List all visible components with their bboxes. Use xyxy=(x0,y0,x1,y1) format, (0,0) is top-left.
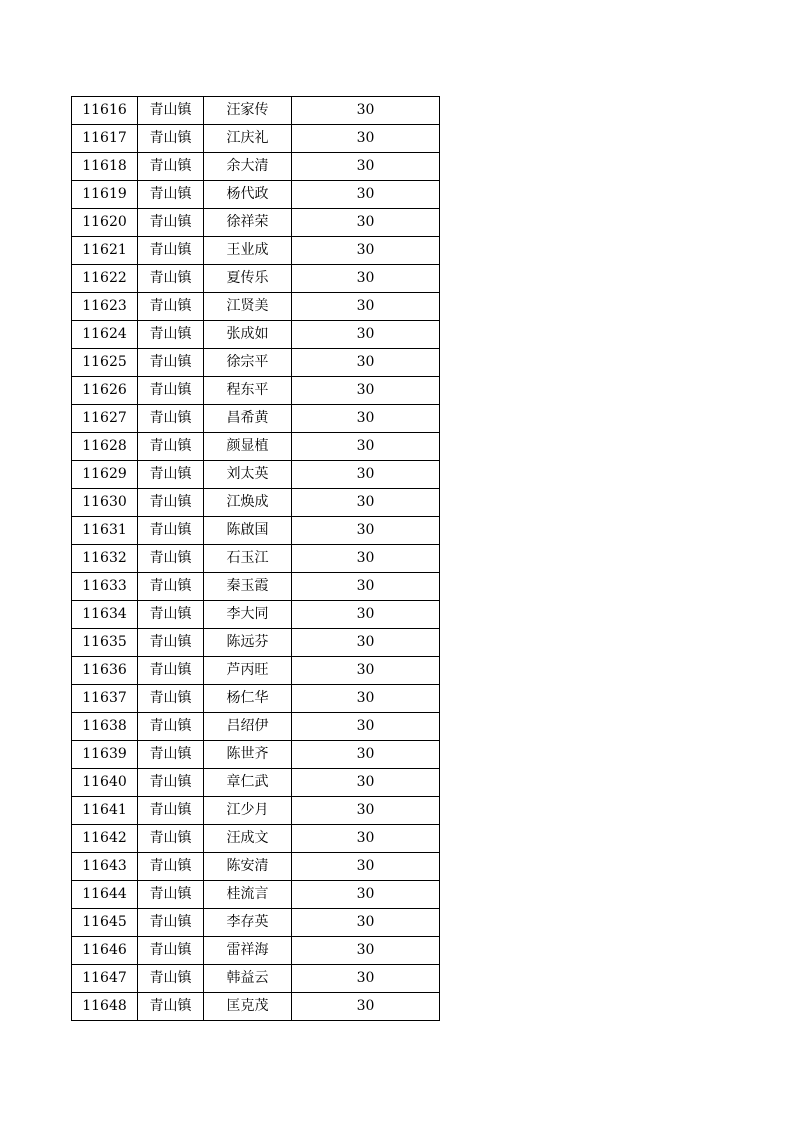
cell-town: 青山镇 xyxy=(138,153,204,181)
cell-serial-number: 11635 xyxy=(72,629,138,657)
cell-serial-number: 11631 xyxy=(72,517,138,545)
cell-serial-number: 11634 xyxy=(72,601,138,629)
cell-amount: 30 xyxy=(292,209,440,237)
table-row xyxy=(72,517,440,545)
cell-serial-number: 11625 xyxy=(72,349,138,377)
table-row xyxy=(72,433,440,461)
cell-town: 青山镇 xyxy=(138,545,204,573)
cell-amount: 30 xyxy=(292,461,440,489)
table-row xyxy=(72,125,440,153)
cell-amount: 30 xyxy=(292,349,440,377)
data-table xyxy=(71,96,440,1021)
cell-amount: 30 xyxy=(292,181,440,209)
cell-amount: 30 xyxy=(292,125,440,153)
cell-person-name: 石玉江 xyxy=(204,545,292,573)
table-row xyxy=(72,97,440,125)
cell-amount: 30 xyxy=(292,685,440,713)
table-row xyxy=(72,265,440,293)
cell-serial-number: 11637 xyxy=(72,685,138,713)
cell-serial-number: 11632 xyxy=(72,545,138,573)
cell-town: 青山镇 xyxy=(138,629,204,657)
cell-serial-number: 11636 xyxy=(72,657,138,685)
table-row xyxy=(72,377,440,405)
cell-town: 青山镇 xyxy=(138,461,204,489)
cell-town: 青山镇 xyxy=(138,657,204,685)
table-row xyxy=(72,209,440,237)
cell-person-name: 章仁武 xyxy=(204,769,292,797)
cell-town: 青山镇 xyxy=(138,853,204,881)
cell-town: 青山镇 xyxy=(138,517,204,545)
cell-serial-number: 11623 xyxy=(72,293,138,321)
cell-serial-number: 11628 xyxy=(72,433,138,461)
cell-amount: 30 xyxy=(292,909,440,937)
cell-town: 青山镇 xyxy=(138,825,204,853)
cell-serial-number: 11621 xyxy=(72,237,138,265)
cell-person-name: 汪成文 xyxy=(204,825,292,853)
cell-amount: 30 xyxy=(292,937,440,965)
table-row xyxy=(72,293,440,321)
cell-serial-number: 11617 xyxy=(72,125,138,153)
cell-person-name: 芦丙旺 xyxy=(204,657,292,685)
cell-amount: 30 xyxy=(292,601,440,629)
table-row xyxy=(72,489,440,517)
cell-town: 青山镇 xyxy=(138,993,204,1021)
cell-amount: 30 xyxy=(292,881,440,909)
cell-person-name: 陈世齐 xyxy=(204,741,292,769)
cell-serial-number: 11618 xyxy=(72,153,138,181)
cell-town: 青山镇 xyxy=(138,489,204,517)
table-row xyxy=(72,741,440,769)
table-row xyxy=(72,153,440,181)
cell-amount: 30 xyxy=(292,153,440,181)
cell-town: 青山镇 xyxy=(138,293,204,321)
cell-person-name: 吕绍伊 xyxy=(204,713,292,741)
cell-town: 青山镇 xyxy=(138,909,204,937)
cell-amount: 30 xyxy=(292,545,440,573)
cell-amount: 30 xyxy=(292,405,440,433)
cell-town: 青山镇 xyxy=(138,125,204,153)
cell-amount: 30 xyxy=(292,237,440,265)
table-row xyxy=(72,405,440,433)
table-body xyxy=(72,97,440,1021)
cell-person-name: 李大同 xyxy=(204,601,292,629)
cell-person-name: 秦玉霞 xyxy=(204,573,292,601)
cell-serial-number: 11638 xyxy=(72,713,138,741)
cell-person-name: 颜显植 xyxy=(204,433,292,461)
cell-amount: 30 xyxy=(292,433,440,461)
cell-amount: 30 xyxy=(292,321,440,349)
cell-town: 青山镇 xyxy=(138,881,204,909)
cell-person-name: 雷祥海 xyxy=(204,937,292,965)
cell-person-name: 陈远芬 xyxy=(204,629,292,657)
cell-town: 青山镇 xyxy=(138,965,204,993)
cell-person-name: 刘太英 xyxy=(204,461,292,489)
cell-serial-number: 11641 xyxy=(72,797,138,825)
cell-serial-number: 11626 xyxy=(72,377,138,405)
cell-serial-number: 11622 xyxy=(72,265,138,293)
cell-town: 青山镇 xyxy=(138,321,204,349)
table-row xyxy=(72,349,440,377)
table-row xyxy=(72,181,440,209)
cell-town: 青山镇 xyxy=(138,713,204,741)
table-row xyxy=(72,769,440,797)
cell-serial-number: 11629 xyxy=(72,461,138,489)
cell-person-name: 江贤美 xyxy=(204,293,292,321)
cell-amount: 30 xyxy=(292,97,440,125)
table-row xyxy=(72,461,440,489)
cell-town: 青山镇 xyxy=(138,685,204,713)
cell-person-name: 江少月 xyxy=(204,797,292,825)
table-row xyxy=(72,685,440,713)
table-row xyxy=(72,825,440,853)
cell-serial-number: 11645 xyxy=(72,909,138,937)
table-row xyxy=(72,657,440,685)
cell-serial-number: 11642 xyxy=(72,825,138,853)
cell-person-name: 桂流言 xyxy=(204,881,292,909)
cell-person-name: 徐祥荣 xyxy=(204,209,292,237)
cell-serial-number: 11616 xyxy=(72,97,138,125)
cell-person-name: 夏传乐 xyxy=(204,265,292,293)
cell-amount: 30 xyxy=(292,377,440,405)
table-row xyxy=(72,237,440,265)
cell-amount: 30 xyxy=(292,489,440,517)
cell-amount: 30 xyxy=(292,797,440,825)
cell-person-name: 韩益云 xyxy=(204,965,292,993)
cell-person-name: 陈安清 xyxy=(204,853,292,881)
cell-person-name: 王业成 xyxy=(204,237,292,265)
cell-person-name: 徐宗平 xyxy=(204,349,292,377)
cell-person-name: 杨仁华 xyxy=(204,685,292,713)
table-row xyxy=(72,965,440,993)
cell-town: 青山镇 xyxy=(138,349,204,377)
table-row xyxy=(72,713,440,741)
cell-serial-number: 11639 xyxy=(72,741,138,769)
cell-town: 青山镇 xyxy=(138,601,204,629)
cell-amount: 30 xyxy=(292,573,440,601)
cell-amount: 30 xyxy=(292,741,440,769)
cell-town: 青山镇 xyxy=(138,573,204,601)
cell-person-name: 陈啟国 xyxy=(204,517,292,545)
cell-amount: 30 xyxy=(292,265,440,293)
cell-serial-number: 11647 xyxy=(72,965,138,993)
cell-town: 青山镇 xyxy=(138,797,204,825)
cell-person-name: 昌希黄 xyxy=(204,405,292,433)
cell-serial-number: 11633 xyxy=(72,573,138,601)
table-row xyxy=(72,573,440,601)
cell-amount: 30 xyxy=(292,657,440,685)
table-row xyxy=(72,993,440,1021)
cell-serial-number: 11640 xyxy=(72,769,138,797)
cell-amount: 30 xyxy=(292,517,440,545)
table-row xyxy=(72,601,440,629)
table-row xyxy=(72,909,440,937)
cell-town: 青山镇 xyxy=(138,769,204,797)
cell-town: 青山镇 xyxy=(138,433,204,461)
cell-town: 青山镇 xyxy=(138,937,204,965)
cell-person-name: 匡克茂 xyxy=(204,993,292,1021)
cell-town: 青山镇 xyxy=(138,97,204,125)
cell-amount: 30 xyxy=(292,769,440,797)
cell-town: 青山镇 xyxy=(138,209,204,237)
table-row xyxy=(72,545,440,573)
cell-person-name: 程东平 xyxy=(204,377,292,405)
cell-amount: 30 xyxy=(292,853,440,881)
cell-person-name: 张成如 xyxy=(204,321,292,349)
table-row xyxy=(72,797,440,825)
cell-serial-number: 11648 xyxy=(72,993,138,1021)
cell-serial-number: 11620 xyxy=(72,209,138,237)
cell-serial-number: 11643 xyxy=(72,853,138,881)
table-row xyxy=(72,937,440,965)
cell-person-name: 汪家传 xyxy=(204,97,292,125)
cell-town: 青山镇 xyxy=(138,377,204,405)
cell-person-name: 江庆礼 xyxy=(204,125,292,153)
cell-serial-number: 11627 xyxy=(72,405,138,433)
cell-amount: 30 xyxy=(292,713,440,741)
table-row xyxy=(72,629,440,657)
cell-amount: 30 xyxy=(292,293,440,321)
cell-serial-number: 11619 xyxy=(72,181,138,209)
cell-person-name: 杨代政 xyxy=(204,181,292,209)
cell-amount: 30 xyxy=(292,825,440,853)
cell-serial-number: 11630 xyxy=(72,489,138,517)
cell-person-name: 余大清 xyxy=(204,153,292,181)
cell-amount: 30 xyxy=(292,965,440,993)
table-row xyxy=(72,853,440,881)
cell-town: 青山镇 xyxy=(138,265,204,293)
cell-person-name: 李存英 xyxy=(204,909,292,937)
cell-person-name: 江焕成 xyxy=(204,489,292,517)
cell-amount: 30 xyxy=(292,993,440,1021)
table-row xyxy=(72,881,440,909)
cell-serial-number: 11624 xyxy=(72,321,138,349)
cell-serial-number: 11644 xyxy=(72,881,138,909)
cell-town: 青山镇 xyxy=(138,741,204,769)
cell-serial-number: 11646 xyxy=(72,937,138,965)
cell-town: 青山镇 xyxy=(138,237,204,265)
cell-town: 青山镇 xyxy=(138,181,204,209)
table-row xyxy=(72,321,440,349)
cell-amount: 30 xyxy=(292,629,440,657)
cell-town: 青山镇 xyxy=(138,405,204,433)
